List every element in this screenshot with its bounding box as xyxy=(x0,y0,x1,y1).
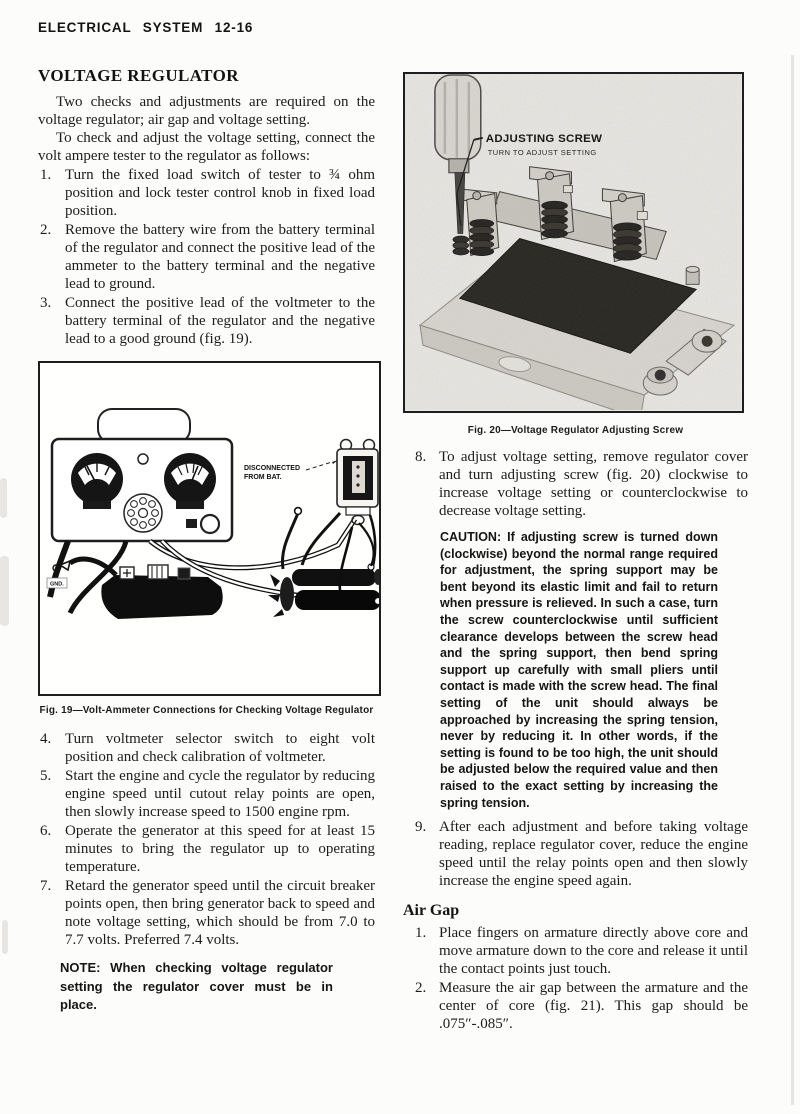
step-item xyxy=(38,166,375,220)
page-edge-shadow xyxy=(791,55,794,1105)
step-number: 1. xyxy=(415,925,427,942)
caution-block: CAUTION: If adjusting screw is turned down (clockwise) beyond the normal range required for adjustment, the spring support may be bent beyond its elastic limit and fail to return when pressure is relieved. In such a case, turn the screw counterclockwise until sufficient clearance develops between the screw head and the spring support, then bend spring support up carefully with small pliers until contact is made with the screw head. The final setting of the unit should always be approached by increasing the spring tension, never by reducing it. In other words, if the setting is found to be too high, the unit should be adjusted below the required value and then raised to the exact setting by increasing the spring tension. xyxy=(440,530,718,810)
svg-text:FROM BAT.: FROM BAT. xyxy=(244,474,282,481)
step-item xyxy=(38,767,375,821)
step-text: Start the engine and cycle the regulator by reducing engine speed until cutout relay points are open, then slowly increase speed to 1500 engine rpm. xyxy=(65,768,375,820)
note-block: NOTE: When checking voltage regulator setting the regulator cover must be in place. xyxy=(60,960,333,1012)
step-number: 2. xyxy=(415,980,427,997)
generator-illustration xyxy=(268,523,379,617)
step-number: 9. xyxy=(415,819,427,836)
step-item xyxy=(403,979,748,1033)
step-number: 7. xyxy=(40,878,52,894)
figure-20 xyxy=(403,72,744,413)
air-gap-heading: Air Gap xyxy=(403,902,460,920)
figure-20-caption: Fig. 20—Voltage Regulator Adjusting Screw xyxy=(467,425,684,436)
page-header: ELECTRICAL SYSTEM 12-16 xyxy=(38,20,254,35)
step-item xyxy=(38,730,375,766)
intro-paragraph: Two checks and adjustments are required on the voltage regulator; air gap and voltage setting. xyxy=(38,94,375,128)
svg-text:DISCONNECTED: DISCONNECTED xyxy=(244,465,301,472)
figure-19-caption: Fig. 19—Volt-Ammeter Connections for Checking Voltage Regulator xyxy=(39,705,374,716)
step-item xyxy=(403,818,748,890)
figure-19-canvas xyxy=(40,363,379,694)
step-text: Turn voltmeter selector switch to eight volt position and check calibration of voltmeter. xyxy=(65,731,375,765)
figure-20-photo xyxy=(405,74,741,410)
right-column xyxy=(403,72,748,1033)
step-text: Connect the positive lead of the voltmeter to the battery terminal of the regulator and the negative lead to a good ground (fig. 19). xyxy=(65,295,375,347)
intro-paragraph: To check and adjust the voltage setting, connect the volt ampere tester to the regulator as follows: xyxy=(38,130,375,164)
step-text: Measure the air gap between the armature and the center of core (fig. 21). This gap should be .075″-.085″. xyxy=(439,980,748,1033)
battery-cable xyxy=(70,559,116,575)
step-text: Operate the generator at this speed for at least 15 minutes to bring the regulator up to operating temperature. xyxy=(65,823,375,875)
step-text: After each adjustment and before taking voltage reading, replace regulator cover, reduce the engine speed until the relay points open and then slowly increase the engine speed again. xyxy=(439,819,748,890)
scan-artifact xyxy=(0,478,7,518)
step-text: Turn the fixed load switch of tester to ¾ ohm position and lock tester control knob in fixed load position. xyxy=(65,167,375,219)
selector-knob-icon xyxy=(124,494,162,532)
step-item xyxy=(38,221,375,293)
step-number: 4. xyxy=(40,731,52,747)
step-item xyxy=(38,822,375,876)
step-item xyxy=(403,448,748,520)
left-column xyxy=(38,66,375,1015)
step-number: 3. xyxy=(40,295,52,311)
step-text: Remove the battery wire from the battery terminal of the regulator and connect the positive lead of the ammeter to the battery terminal and the negative lead to ground. xyxy=(65,222,375,292)
step-number: 5. xyxy=(40,768,52,784)
step-number: 8. xyxy=(415,449,427,465)
step-number: 2. xyxy=(40,222,52,238)
step-item xyxy=(403,924,748,978)
step-text: To adjust voltage setting, remove regulator cover and turn adjusting screw (fig. 20) clockwise to increase voltage setting or counterclockwise to decrease voltage setting. xyxy=(439,449,748,519)
figure-19 xyxy=(38,361,381,696)
svg-text:GND.: GND. xyxy=(50,581,64,588)
step-number: 1. xyxy=(40,167,52,183)
generator-wire xyxy=(359,523,374,566)
step-item xyxy=(38,294,375,348)
scan-artifact xyxy=(0,556,9,626)
step-number: 6. xyxy=(40,823,52,839)
section-heading: VOLTAGE REGULATOR xyxy=(38,66,239,85)
scan-artifact xyxy=(2,920,8,954)
step-item xyxy=(38,877,375,949)
step-text: Retard the generator speed until the circuit breaker points open, then bring generator back to speed and note voltage setting, which should be from 7.0 to 7.7 volts. Preferred 7.4 volts. xyxy=(65,878,375,948)
step-text: Place fingers on armature directly above core and move armature down to the core and release it until the contact points just touch. xyxy=(439,925,748,978)
